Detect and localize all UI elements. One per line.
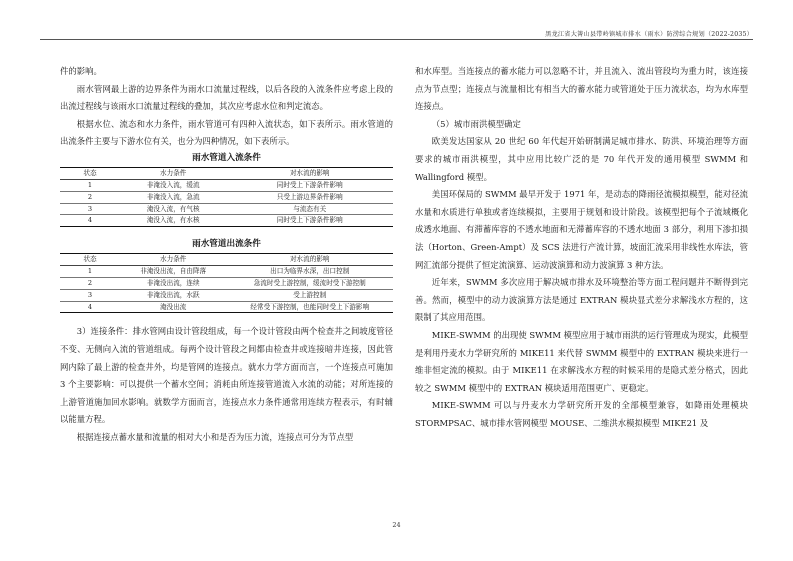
paragraph: MIKE-SWMM 的出现使 SWMM 模型应用于城市雨洪的运行管理成为现实，此模型是利用丹麦水力学研究所的 MIKE11 来代替 SWMM 模型中的 EXTRAN 模块来进行一维非恒定流的模拟。由于 MIKE11 在求解浅水方程的时候采用的是隐式差分格式，因此较之 SWMM 模型中的 EXTRAN 模块适用范围更广、更稳定。 (415, 329, 748, 393)
inflow-conditions-table (60, 167, 393, 227)
table-cell: 非淹没出流，自由降落 (140, 267, 207, 276)
table-cell: 经常受下游控制，也能同时受上下游影响 (250, 302, 370, 311)
table-cell: 3 (87, 290, 93, 299)
table-cell: 2 (87, 279, 93, 288)
table-cell: 3 (87, 204, 93, 213)
table-cell: 与流态有关 (293, 204, 327, 213)
column-header: 对水流的影响 (289, 169, 330, 178)
outflow-conditions-table (60, 253, 393, 313)
paragraph: 根据水位、流态和水力条件，雨水管道可有四种入流状态，如下表所示。雨水管道的出流条件主要与下游水位有关，也分为四种情况，如下表所示。 (60, 118, 393, 147)
table-cell: 受上游控制 (293, 290, 327, 299)
paragraph: 件的影响。 (60, 66, 102, 76)
table-cell: 1 (87, 267, 93, 276)
column-header: 水力条件 (160, 255, 187, 264)
table-cell: 2 (87, 192, 93, 201)
table-row (60, 179, 393, 191)
section-heading: （5）城市雨洪模型确定 (431, 118, 521, 129)
page-number: 24 (392, 521, 401, 529)
table-cell: 淹没入流，有气核 (146, 204, 200, 213)
table-cell: 淹没出流 (160, 302, 187, 311)
paragraph: 3）连接条件：排水管网由设计管段组成，每一个设计管段由两个检查井之间坡度管径不变、无侧向入流的管道组成。每两个设计管段之间都由检查井或连接暗井连接，因此管网内除了最上游的检查井外，均是管网的连接点。就水力学方面而言，一个连接点可施加 3 个主要影响：可以提供一个蓄水空间；消耗由所连接管道流入水流的动能；对所连接的上游管道施加回水影响。就数学方面而言，连接点水力条件通常用连续方程表示，有时辅以能量方程。 (60, 326, 393, 425)
column-header: 水力条件 (160, 169, 187, 178)
table-cell: 4 (87, 216, 93, 225)
paragraph: MIKE-SWMM 可以与丹麦水力学研究所开发的全部模型兼容，如降雨处理模块 STORMPSAC、城市排水管网模型 MOUSE、二维洪水模拟模型 MIKE21 及 (415, 400, 748, 428)
table-cell: 4 (87, 302, 93, 311)
table-cell: 急流时受上游控制，缓流时受下游控制 (253, 279, 366, 288)
header-rule (40, 39, 753, 40)
table-cell: 只受上游边界条件影响 (276, 192, 343, 201)
left-column (60, 63, 393, 447)
column-header: 状态 (83, 169, 97, 178)
table-cell: 非淹没出流，连续 (146, 279, 200, 288)
table-row (60, 289, 393, 301)
paragraph: 近年来，SWMM 多次应用于解决城市排水及环境整治等方面工程问题并不断得到完善。然而，模型中的动力波演算方法是通过 EXTRAN 模块显式差分求解浅水方程的，这限制了其应用范围。 (415, 277, 748, 323)
table-row (60, 191, 393, 203)
table-header-row (60, 167, 393, 179)
paragraph: 和水库型。当连接点的蓄水能力可以忽略不计，并且流入、流出管段均为重力时，该连接点为节点型；连接点与流量相比有相当大的蓄水能力或管道处于压力流状态，均为水库型连接点。 (415, 66, 748, 112)
page-header-title: 黑龙江省大箐山县带岭镇城市排水（雨水）防涝综合规划（2022-2035） (545, 31, 753, 38)
table-cell: 同时受上下游条件影响 (276, 181, 343, 190)
table-cell: 出口为临界水深，出口控制 (270, 267, 350, 276)
column-header: 对水流的影响 (289, 255, 330, 264)
table-cell: 淹没入流，有水核 (146, 216, 200, 225)
table-row (60, 266, 393, 278)
table-row (60, 203, 393, 215)
table-title-inflow: 雨水管道入流条件 (192, 152, 261, 163)
paragraph: 欧美发达国家从 20 世纪 60 年代起开始研制满足城市排水、防洪、环境治理等方面要求的城市雨洪模型，其中应用比较广泛的是 70 年代开发的通用模型 SWMM 和 Wallingford 模型。 (415, 136, 748, 182)
paragraph: 雨水管网最上游的边界条件为雨水口流量过程线，以后各段的入流条件应考虑上段的出流过程线与该雨水口流量过程线的叠加，其次应考虑水位和判定流态。 (60, 83, 393, 112)
table-row (60, 215, 393, 227)
right-column (415, 63, 748, 432)
column-header: 状态 (83, 255, 97, 264)
table-header-row (60, 254, 393, 266)
table-cell: 非淹没出流，水跃 (146, 290, 200, 299)
paragraph: 美国环保局的 SWMM 最早开发于 1971 年，是动态的降雨径流模拟模型，能对径流水量和水质进行单独或者连续模拟，主要用于规划和设计阶段。该模型把每个子流域概化成透水地面、有滞蓄库容的不透水地面和无滞蓄库容的不透水地面 3 部分，利用下渗扣损法（Horton、Green-Ampt）及 SCS 法进行产流计算，坡面汇流采用非线性水库法，管网汇流部分提供了恒定流演算、运动波演算和动力波演算 3 种方法。 (415, 189, 748, 270)
paragraph: 根据连接点蓄水量和流量的相对大小和是否为压力流，连接点可分为节点型 (76, 431, 354, 442)
table-row (60, 301, 393, 313)
table-cell: 1 (87, 181, 93, 190)
table-cell: 非淹没入流，缓流 (146, 181, 200, 190)
table-cell: 非淹没入流，急流 (146, 192, 200, 201)
table-row (60, 277, 393, 289)
table-title-outflow: 雨水管道出流条件 (192, 239, 261, 250)
table-cell: 同时受上下游条件影响 (276, 216, 343, 225)
